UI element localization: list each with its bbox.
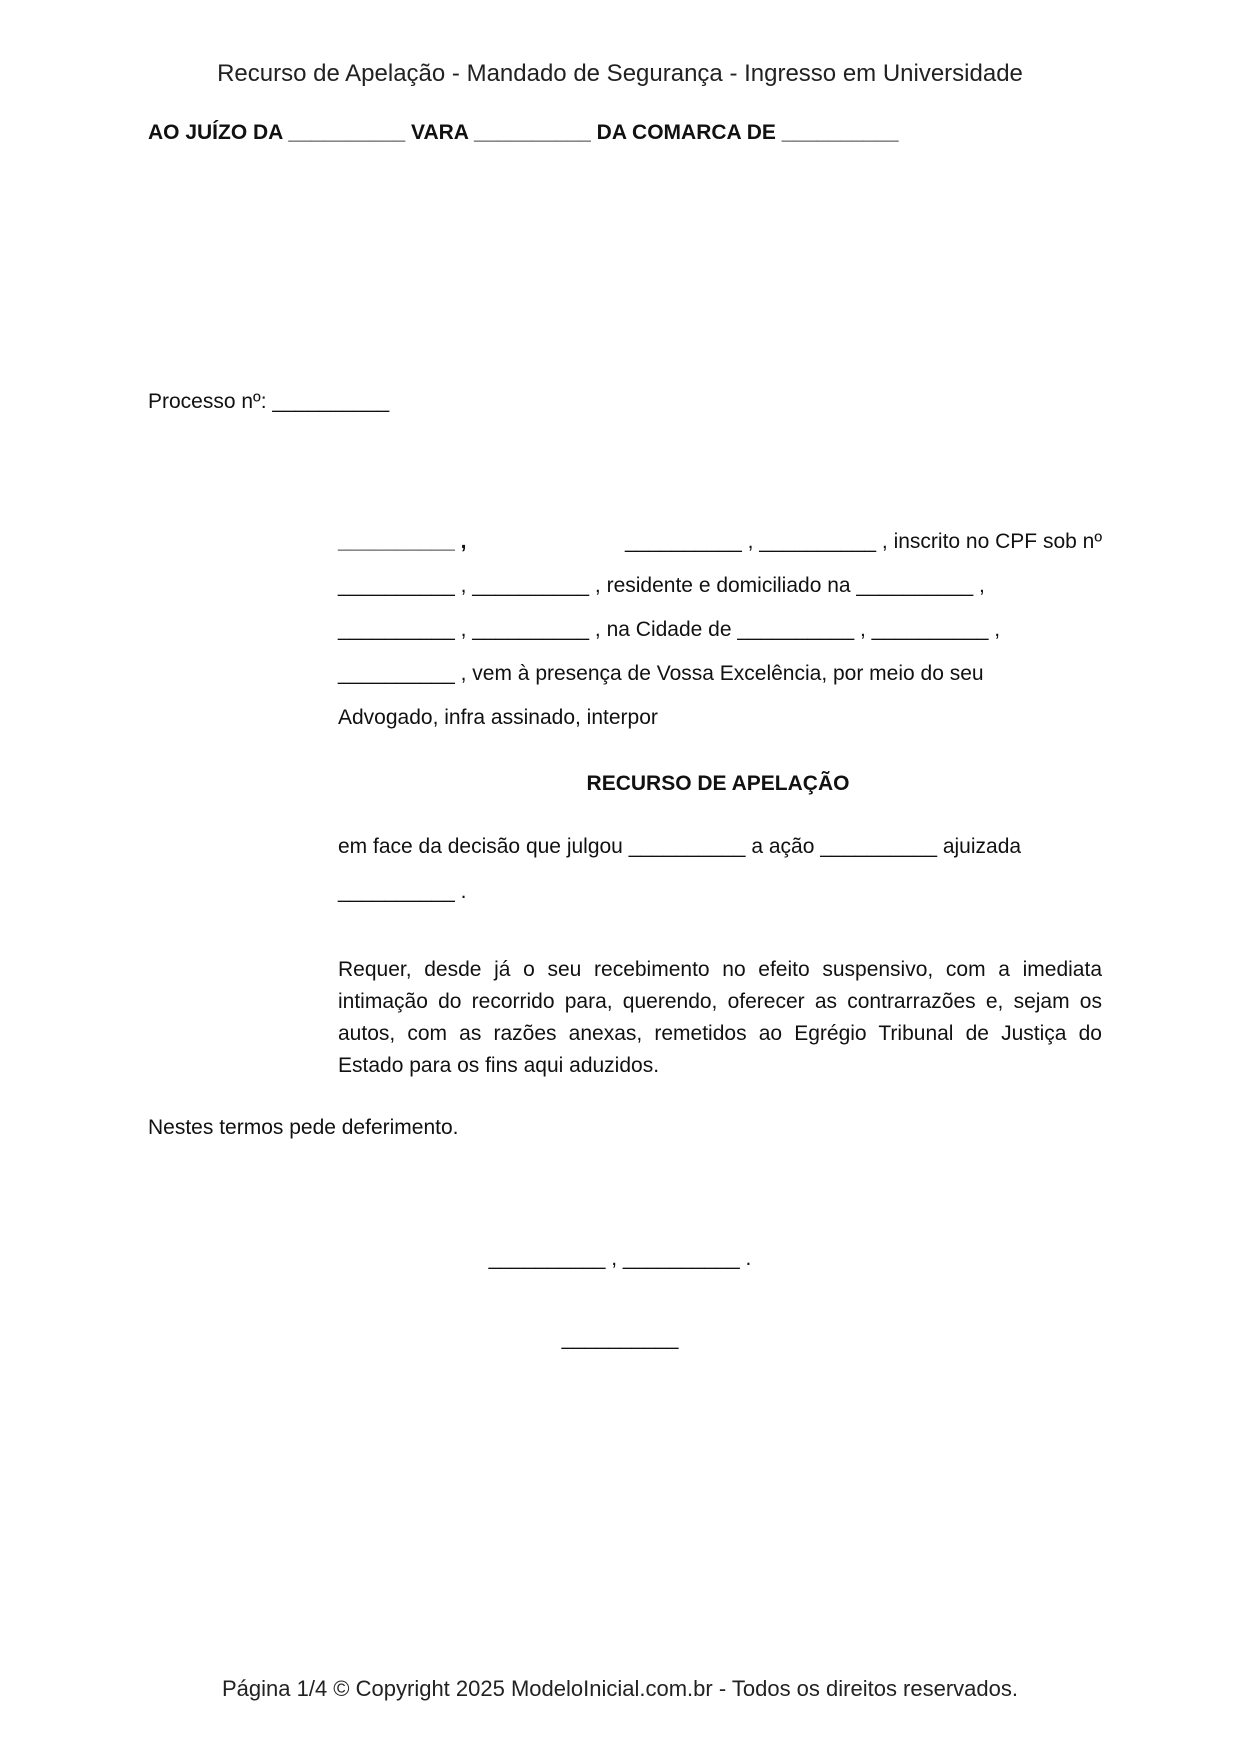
qualification-line-1-text: __________ , __________ , inscrito no CPF sob nº <box>624 530 1102 553</box>
qualification-line-4: __________ , vem à presença de Vossa Excelência, por meio do seu <box>338 662 984 685</box>
court-salutation: AO JUÍZO DA __________ VARA __________ DA COMARCA DE __________ <box>148 121 899 144</box>
closing-text: Nestes termos pede deferimento. <box>148 1116 459 1139</box>
appeal-title: RECURSO DE APELAÇÃO <box>586 772 850 795</box>
place-date-line: __________ , __________ . <box>488 1247 752 1270</box>
qualification-line-2: __________ , __________ , residente e domiciliado na __________ , <box>338 574 985 597</box>
request-paragraph: Requer, desde já o seu recebimento no efeito suspensivo, com a imediata intimação do recorrido para, querendo, oferecer as contrarrazões e, sejam os autos, com as razões anexas, remetidos ao Egrégio Tribunal de Justiça do Estado para os fins aqui aduzidos. <box>338 958 1102 1077</box>
qualification-line-1 <box>338 530 1102 554</box>
document-header: Recurso de Apelação - Mandado de Segurança - Ingresso em Universidade <box>217 60 1023 87</box>
qualification-line-3: __________ , __________ , na Cidade de __________ , __________ , <box>338 618 1001 641</box>
process-number: Processo nº: __________ <box>148 390 390 413</box>
qualification-line-5: Advogado, infra assinado, interpor <box>338 706 658 729</box>
party-name-blank: __________ , <box>338 530 467 553</box>
page-footer: Página 1/4 © Copyright 2025 ModeloInicial.com.br - Todos os direitos reservados. <box>222 1676 1018 1701</box>
signature-line: __________ <box>561 1327 679 1350</box>
decision-line-2: __________ . <box>338 880 467 903</box>
decision-line-1: em face da decisão que julgou __________ a ação __________ ajuizada <box>338 835 1022 858</box>
